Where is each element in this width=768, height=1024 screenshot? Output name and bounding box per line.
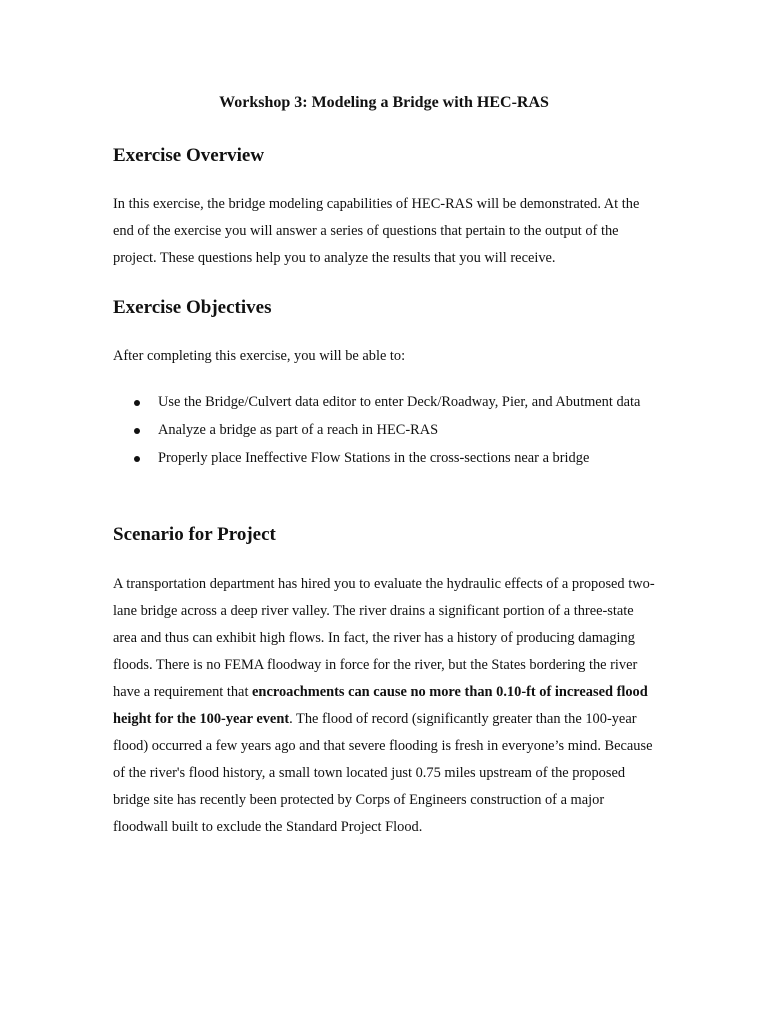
scenario-text-part1: A transportation department has hired you to evaluate the hydraulic effects of a proposed two-lane bridge across a deep river valley. The river drains a significant portion of a three-state area and thus can exhibit high flows. In fact, the river has a history of producing damaging floods. There is no FEMA floodway in force for the river, but the States bordering the river have a requirement that <box>113 576 655 700</box>
objective-text: Use the Bridge/Culvert data editor to enter Deck/Roadway, Pier, and Abutment data <box>158 394 641 410</box>
objectives-heading: Exercise Objectives <box>113 297 272 318</box>
objectives-list <box>113 389 643 472</box>
overview-body-block <box>113 191 658 272</box>
overview-heading: Exercise Overview <box>113 145 265 166</box>
objective-text: Properly place Ineffective Flow Stations in the cross-sections near a bridge <box>158 450 590 466</box>
objectives-intro-block <box>113 343 658 370</box>
bullet-icon <box>134 428 140 434</box>
scenario-body <box>113 571 658 841</box>
scenario-section <box>113 522 658 548</box>
list-item <box>113 445 643 472</box>
objectives-intro: After completing this exercise, you will be able to: <box>113 348 406 364</box>
overview-section <box>113 143 658 169</box>
list-item <box>113 389 643 416</box>
scenario-heading: Scenario for Project <box>113 524 276 545</box>
list-item <box>113 417 643 444</box>
overview-body: In this exercise, the bridge modeling capabilities of HEC-RAS will be demonstrated. At the end of the exercise you will answer a series of questions that pertain to the output of the project. These questions help you to analyze the results that you will receive. <box>113 196 640 266</box>
document-title: Workshop 3: Modeling a Bridge with HEC-RAS <box>219 94 549 111</box>
bullet-icon <box>134 400 140 406</box>
objectives-list-block <box>113 389 643 473</box>
objectives-section <box>113 295 658 321</box>
bullet-icon <box>134 456 140 462</box>
scenario-text-part2: . The flood of record (significantly greater than the 100-year flood) occurred a few years ago and that severe flooding is fresh in everyone’s mind. Because of the river's flood history, a small town located just 0.75 miles upstream of the proposed bridge site has recently been protected by Corps of Engineers construction of a major floodwall built to exclude the Standard Project Flood. <box>113 711 653 835</box>
scenario-emphasis: encroachments can cause no more than 0.10-ft of increased flood height for the 100-year event <box>113 684 648 727</box>
scenario-body-block <box>113 571 658 841</box>
objective-text: Analyze a bridge as part of a reach in HEC-RAS <box>158 422 439 438</box>
